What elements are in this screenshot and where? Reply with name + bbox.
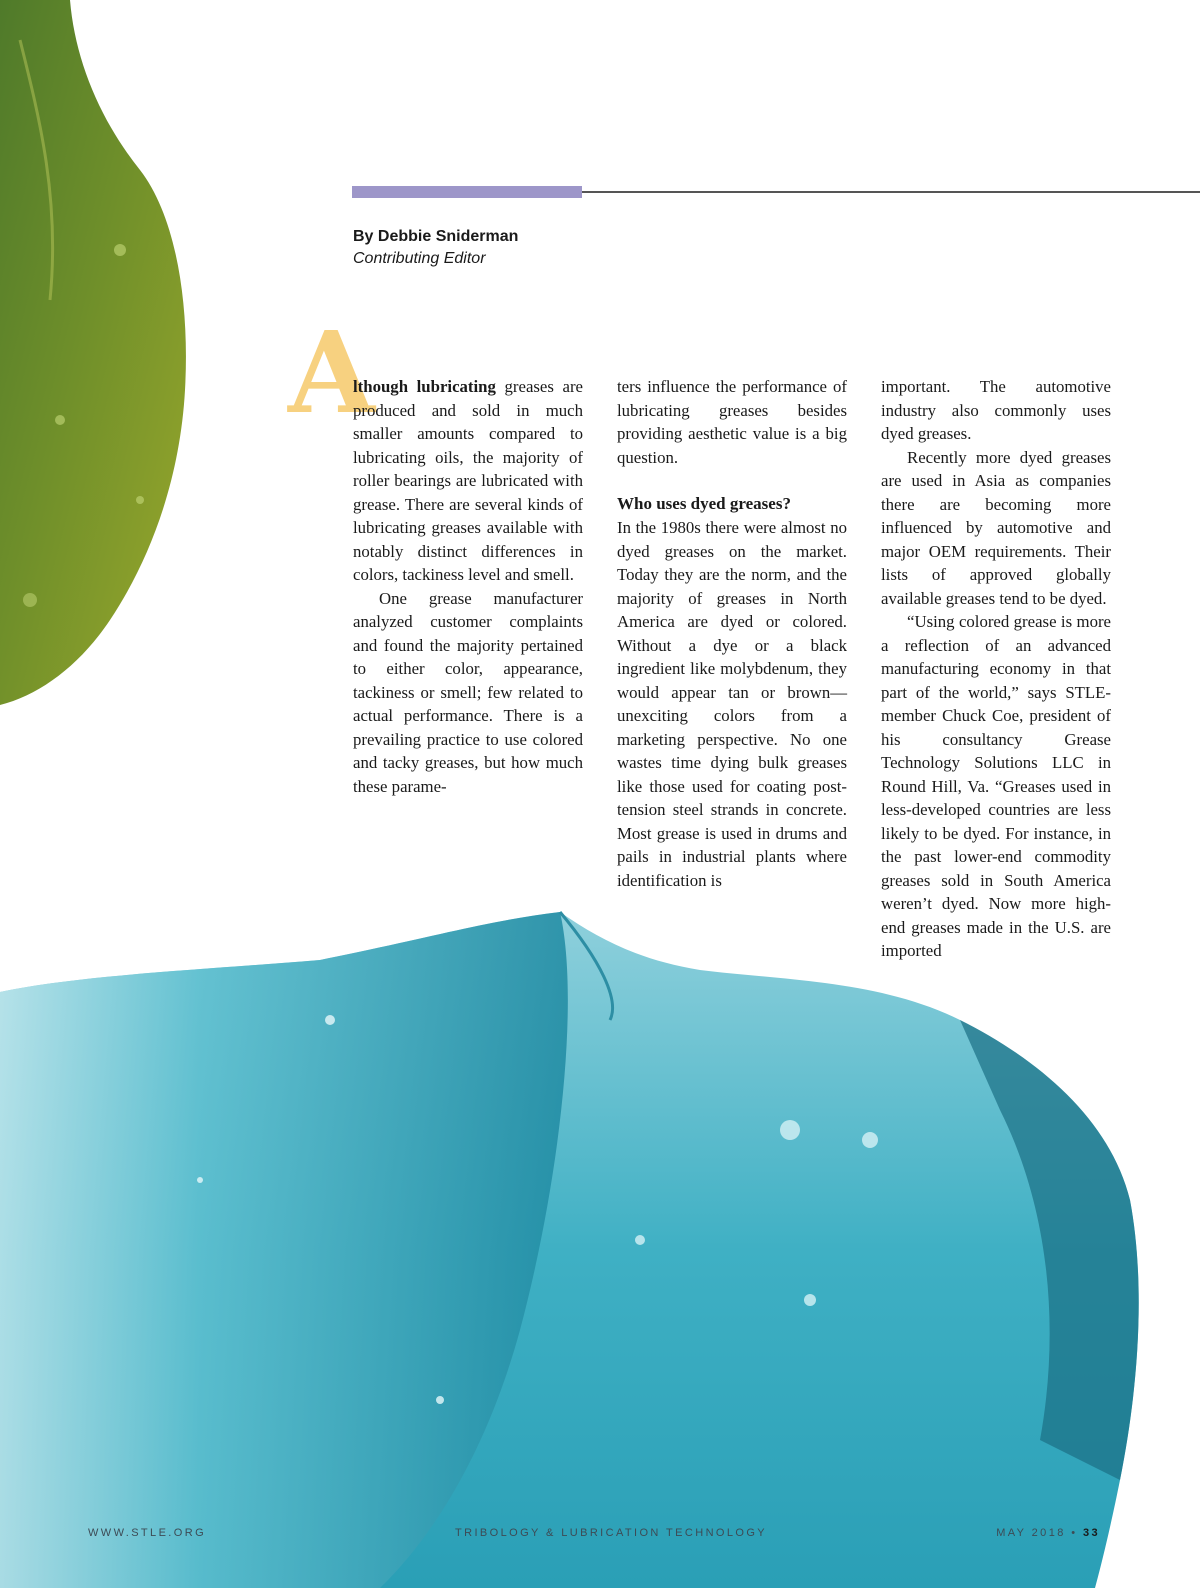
lead-in: lthough lubricating bbox=[353, 377, 496, 396]
paragraph: ters influence the performance of lubricating greases besides providing aesthetic value is a big question. bbox=[617, 377, 847, 467]
blue-grease-image bbox=[0, 880, 1200, 1588]
paragraph: important. The automotive industry also commonly uses dyed greases. bbox=[881, 377, 1111, 443]
paragraph-text: greases are produced and sold in much smaller amounts compared to lubricating oils, the majority of roller bearings are lubricated with grease. There are several kinds of lubricating greases available with notably distinct differences in colors, tackiness level and smell. bbox=[353, 377, 584, 584]
article-column-1 bbox=[353, 375, 583, 798]
article-column-2 bbox=[617, 375, 847, 892]
footer-publication: TRIBOLOGY & LUBRICATION TECHNOLOGY bbox=[455, 1527, 768, 1539]
footer-date: MAY 2018 bbox=[996, 1527, 1066, 1539]
drop-cap: A bbox=[288, 308, 375, 439]
header-rule-line bbox=[582, 191, 1200, 193]
header-accent-bar bbox=[352, 186, 582, 198]
footer-website: WWW.STLE.ORG bbox=[88, 1527, 207, 1539]
section-heading: Who uses dyed greases? bbox=[617, 494, 791, 513]
paragraph bbox=[353, 375, 583, 587]
footer-separator: • bbox=[1071, 1527, 1078, 1539]
paragraph: Recently more dyed greases are used in Asia as companies there are becoming more influenced by automotive and major OEM requirements. Their lists of approved globally available greases tend to be dyed. bbox=[881, 447, 1111, 608]
paragraph: One grease manufacturer analyzed customer complaints and found the majority pertained to either color, appearance, tackiness or smell; few related to actual performance. There is a prevailing practice to use colored and tacky greases, but how much these parame- bbox=[353, 588, 583, 796]
author-role: Contributing Editor bbox=[353, 250, 486, 267]
author-name: By Debbie Sniderman bbox=[353, 228, 519, 245]
paragraph: In the 1980s there were almost no dyed greases on the market. Today they are the norm, and the majority of greases in North America are dyed or colored. Without a dye or a black ingredient like molybdenum, they would appear tan or brown—unexciting colors from a marketing perspective. No one wastes time dying bulk greases like those used for coating post-tension steel strands in concrete. Most grease is used in drums and pails in industrial plants where identification is bbox=[617, 518, 847, 890]
paragraph: “Using colored grease is more a reflection of an advanced manufacturing economy in that part of the world,” says STLE-member Chuck Coe, president of his consultancy Grease Technology Solutions LLC in Round Hill, Va. “Greases used in less-developed countries are less likely to be dyed. For instance, in the past lower-end commodity greases sold in South America weren’t dyed. Now more high-end greases made in the U.S. are imported bbox=[881, 612, 1111, 960]
page-number: 33 bbox=[1082, 1527, 1100, 1539]
article-column-3 bbox=[881, 375, 1111, 963]
byline bbox=[353, 226, 518, 270]
footer-page-info bbox=[996, 1527, 1100, 1539]
green-grease-image bbox=[0, 0, 200, 720]
